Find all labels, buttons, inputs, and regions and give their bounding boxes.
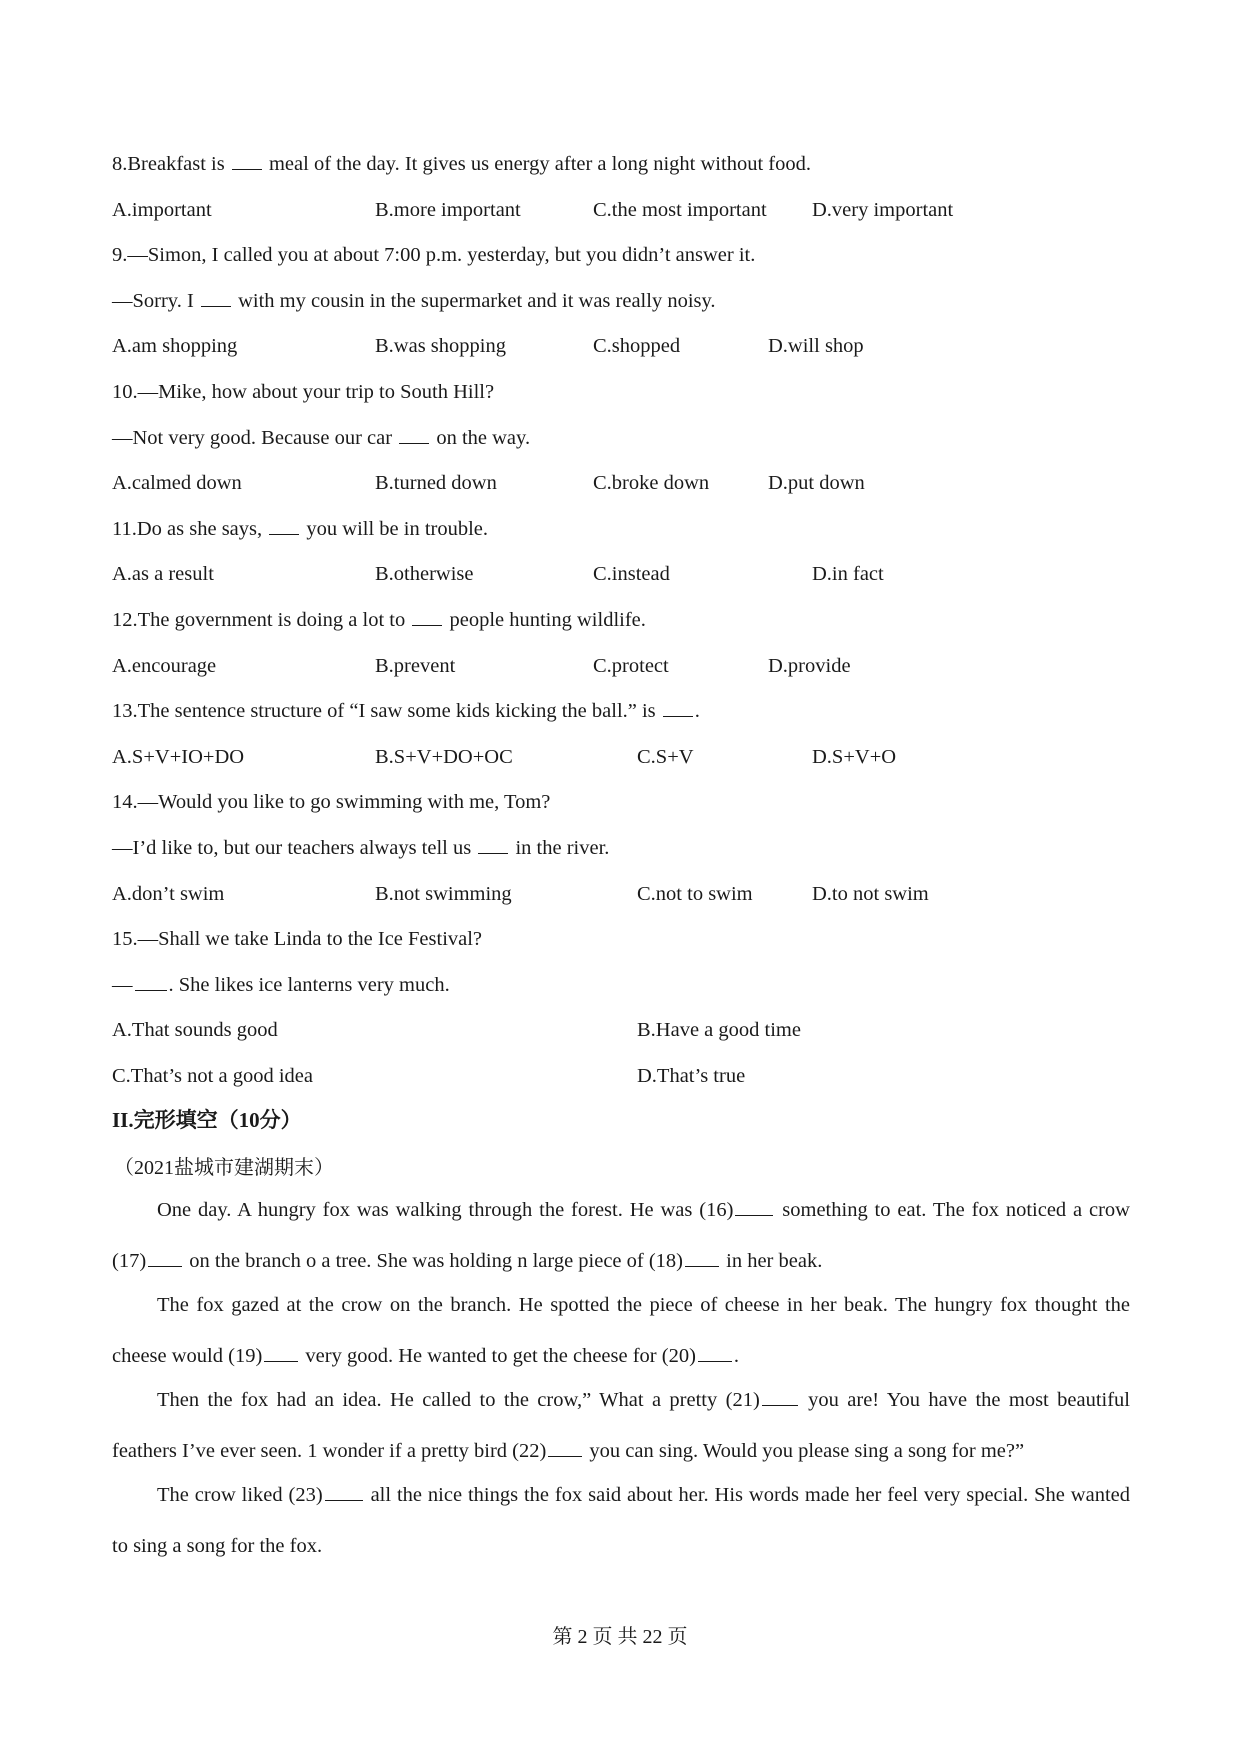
answer-option: C.shopped (593, 335, 681, 358)
answer-blank (232, 152, 262, 170)
question-source: （2021盐城市建湖期末） (114, 1157, 334, 1179)
question-stem: 10.—Mike, how about your trip to South Hill? (112, 381, 495, 403)
answer-blank (762, 1388, 798, 1406)
answer-option: C.instead (593, 563, 670, 586)
answer-option: D.That’s true (637, 1065, 746, 1087)
answer-option: B.not swimming (375, 882, 512, 905)
question-reply: —I’d like to, but our teachers always tell us in the river. (112, 837, 610, 859)
answer-blank (269, 517, 299, 535)
answer-option: D.S+V+O (812, 745, 897, 768)
answer-blank (548, 1439, 582, 1457)
answer-option: A.calmed down (112, 472, 242, 495)
answer-option: B.was shopping (375, 335, 506, 358)
passage-paragraph: One day. A hungry fox was walking through the forest. He was (16) something to eat. The fox noticed a crow (17) on the branch o a tree. She was holding n large piece of (18) in her beak. (112, 1199, 1130, 1272)
question-reply: —Sorry. I with my cousin in the supermarket and it was really noisy. (112, 289, 716, 312)
answer-option: C.the most important (593, 198, 767, 221)
answer-option: A.am shopping (112, 335, 238, 358)
answer-option: D.will shop (768, 335, 864, 358)
answer-option: C.not to swim (637, 882, 753, 905)
answer-blank (325, 1483, 363, 1501)
answer-blank (412, 608, 442, 626)
answer-blank (399, 426, 429, 444)
answer-option: D.to not swim (812, 882, 929, 905)
answer-option: D.in fact (812, 563, 884, 586)
answer-option: B.Have a good time (637, 1019, 801, 1042)
question-stem: 11.Do as she says, you will be in trouble. (112, 517, 489, 540)
answer-option: C.That’s not a good idea (112, 1065, 313, 1087)
passage-paragraph: Then the fox had an idea. He called to the crow,” What a pretty (21) you are! You have the most beautiful feathers I’ve ever seen. 1 wonder if a pretty bird (22) you can sing. Would you please sing a song for me?” (112, 1389, 1130, 1462)
question-reply: —Not very good. Because our car on the way. (112, 426, 531, 449)
answer-blank (685, 1249, 719, 1267)
question-stem: 13.The sentence structure of “I saw some kids kicking the ball.” is . (112, 700, 700, 723)
question-stem: 9.—Simon, I called you at about 7:00 p.m. yesterday, but you didn’t answer it. (112, 244, 756, 267)
answer-option: A.important (112, 198, 212, 221)
answer-option: A.That sounds good (112, 1019, 278, 1042)
answer-blank (201, 289, 231, 307)
answer-option: A.as a result (112, 563, 214, 586)
answer-option: B.S+V+DO+OC (375, 745, 513, 768)
question-stem: 14.—Would you like to go swimming with me, Tom? (112, 791, 551, 814)
answer-option: C.broke down (593, 472, 710, 495)
passage-paragraph: The fox gazed at the crow on the branch. He spotted the piece of cheese in her beak. The hungry fox thought the cheese would (19) very good. He wanted to get the cheese for (20) . (112, 1294, 1130, 1367)
answer-blank (135, 973, 167, 991)
answer-option: A.encourage (112, 654, 217, 677)
answer-blank (663, 699, 693, 717)
answer-option: C.protect (593, 654, 669, 677)
question-stem: 12.The government is doing a lot to people hunting wildlife. (112, 609, 646, 631)
passage-paragraph: The crow liked (23) all the nice things the fox said about her. His words made her feel very special. She wanted to sing a song for the fox. (112, 1484, 1130, 1557)
page-number-footer: 第 2 页 共 22 页 (552, 1626, 688, 1648)
answer-option: B.prevent (375, 654, 456, 677)
answer-option: A.don’t swim (112, 882, 225, 905)
answer-option: C.S+V (637, 745, 694, 768)
answer-option: B.turned down (375, 472, 497, 495)
question-stem: 15.—Shall we take Linda to the Ice Festival? (112, 928, 483, 951)
answer-blank (698, 1344, 732, 1362)
answer-option: A.S+V+IO+DO (112, 745, 245, 768)
question-reply: — . She likes ice lanterns very much. (112, 973, 450, 996)
answer-blank (148, 1249, 182, 1267)
answer-blank (735, 1198, 773, 1216)
section-title-cloze: II.完形填空（10分） (112, 1108, 302, 1132)
answer-option: D.put down (768, 472, 865, 495)
answer-option: D.very important (812, 198, 954, 221)
answer-blank (478, 836, 508, 854)
answer-option: D.provide (768, 654, 851, 677)
question-stem: 8.Breakfast is meal of the day. It gives us energy after a long night without food. (112, 153, 811, 175)
answer-option: B.more important (375, 198, 521, 221)
answer-blank (264, 1344, 298, 1362)
answer-option: B.otherwise (375, 563, 474, 586)
